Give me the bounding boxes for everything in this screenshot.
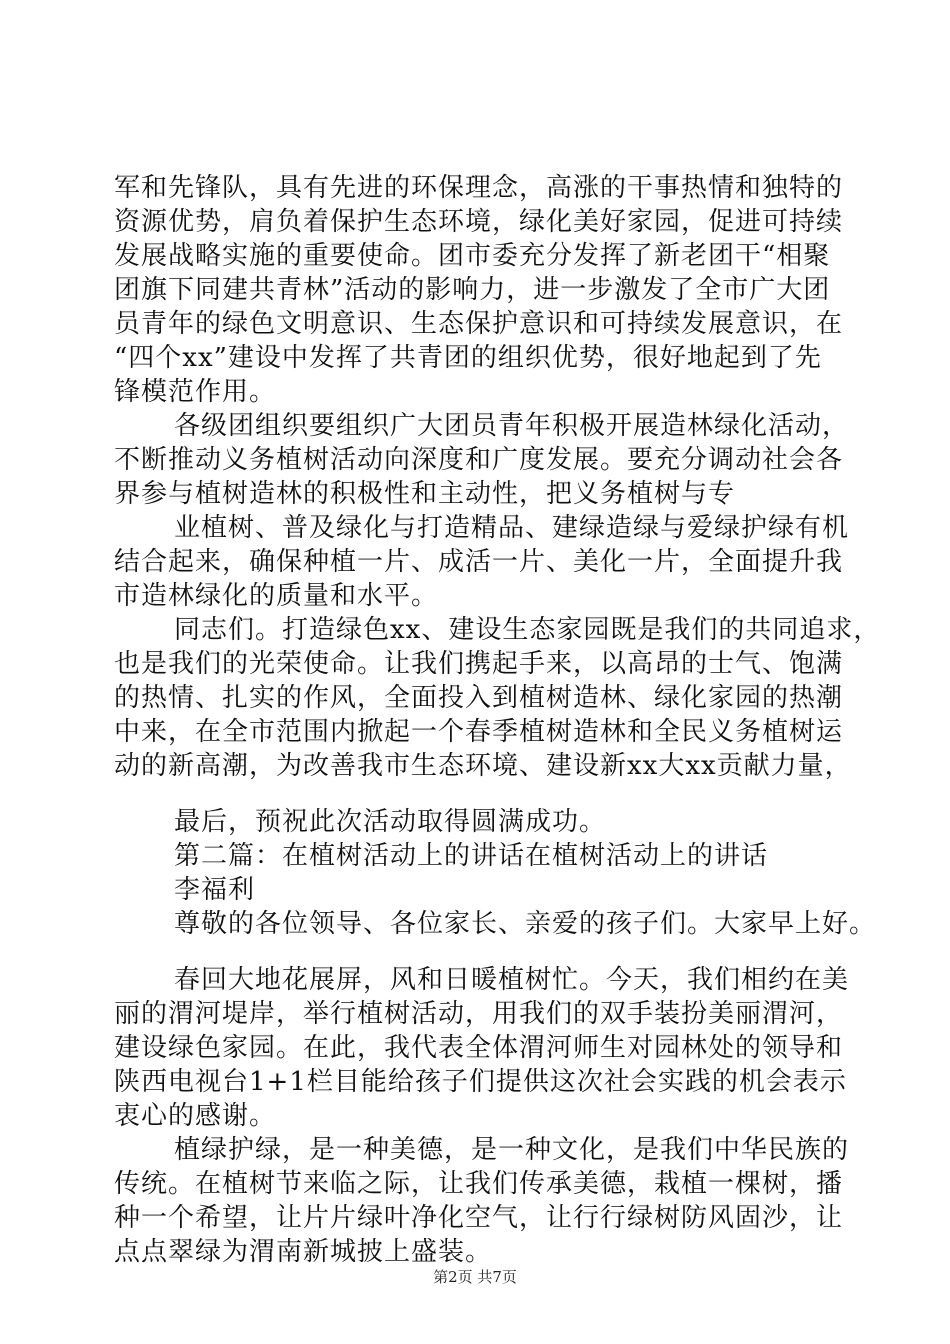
text-line: 春回大地花展屏，风和日暖植树忙。今天，我们相约在美 [174, 965, 850, 995]
text-line: 各级团组织要组织广大团员青年积极开展造林绿化活动， [174, 411, 850, 441]
text-line: 丽的渭河堤岸，举行植树活动，用我们的双手装扮美丽渭河， [114, 999, 844, 1029]
text-line: 植绿护绿，是一种美德，是一种文化，是我们中华民族的 [174, 1135, 850, 1165]
text-line: 业植树、普及绿化与打造精品、建绿造绿与爱绿护绿有机 [174, 513, 850, 543]
text-line: 最后，预祝此次活动取得圆满成功。 [174, 807, 607, 837]
section-heading: 第二篇：在植树活动上的讲话在植树活动上的讲话 [174, 841, 769, 871]
text-line: 界参与植树造林的积极性和主动性，把义务植树与专 [114, 479, 736, 509]
text-line: 种一个希望，让片片绿叶净化空气，让行行绿树防风固沙，让 [114, 1203, 844, 1233]
text-line: 建设绿色家园。在此，我代表全体渭河师生对园林处的领导和 [114, 1033, 844, 1063]
text-line: 锋模范作用。 [114, 377, 277, 407]
text-line: 中来，在全市范围内掀起一个春季植树造林和全民义务植树运 [114, 717, 844, 747]
text-line: 军和先锋队，具有先进的环保理念，高涨的干事热情和独特的 [114, 173, 844, 203]
text-line: 同志们。打造绿色xx、建设生态家园既是我们的共同追求， [174, 615, 881, 645]
author-name: 李福利 [174, 875, 256, 905]
text-line: 也是我们的光荣使命。让我们携起手来，以高昂的士气、饱满 [114, 649, 844, 679]
text-line: 衷心的感谢。 [114, 1101, 277, 1131]
text-line: 员青年的绿色文明意识、生态保护意识和可持续发展意识，在 [114, 309, 844, 339]
greeting-line: 尊敬的各位领导、各位家长、亲爱的孩子们。大家早上好。 [174, 909, 877, 939]
text-line: 资源优势，肩负着保护生态环境，绿化美好家园，促进可持续 [114, 207, 844, 237]
text-line: 团旗下同建共青林”活动的影响力，进一步激发了全市广大团 [114, 275, 831, 305]
page-number-footer: 第2页 共7页 [433, 1268, 517, 1286]
text-line: 发展战略实施的重要使命。团市委充分发挥了新老团干“相聚 [114, 241, 831, 271]
text-line: 陕西电视台1+1栏目能给孩子们提供这次社会实践的机会表示 [114, 1067, 847, 1097]
text-line: 结合起来，确保种植一片、成活一片、美化一片，全面提升我 [114, 547, 844, 577]
text-line: 点点翠绿为渭南新城披上盛装。 [114, 1237, 493, 1267]
text-line: 的热情、扎实的作风，全面投入到植树造林、绿化家园的热潮 [114, 683, 844, 713]
text-line: 传统。在植树节来临之际，让我们传承美德，栽植一棵树，播 [114, 1169, 844, 1199]
text-line: “四个xx”建设中发挥了共青团的组织优势，很好地起到了先 [114, 343, 822, 373]
text-line: 不断推动义务植树活动向深度和广度发展。要充分调动社会各 [114, 445, 844, 475]
document-body [114, 171, 881, 1269]
text-line: 动的新高潮，为改善我市生态环境、建设新xx大xx贡献力量， [114, 751, 852, 781]
text-line: 市造林绿化的质量和水平。 [114, 581, 439, 611]
